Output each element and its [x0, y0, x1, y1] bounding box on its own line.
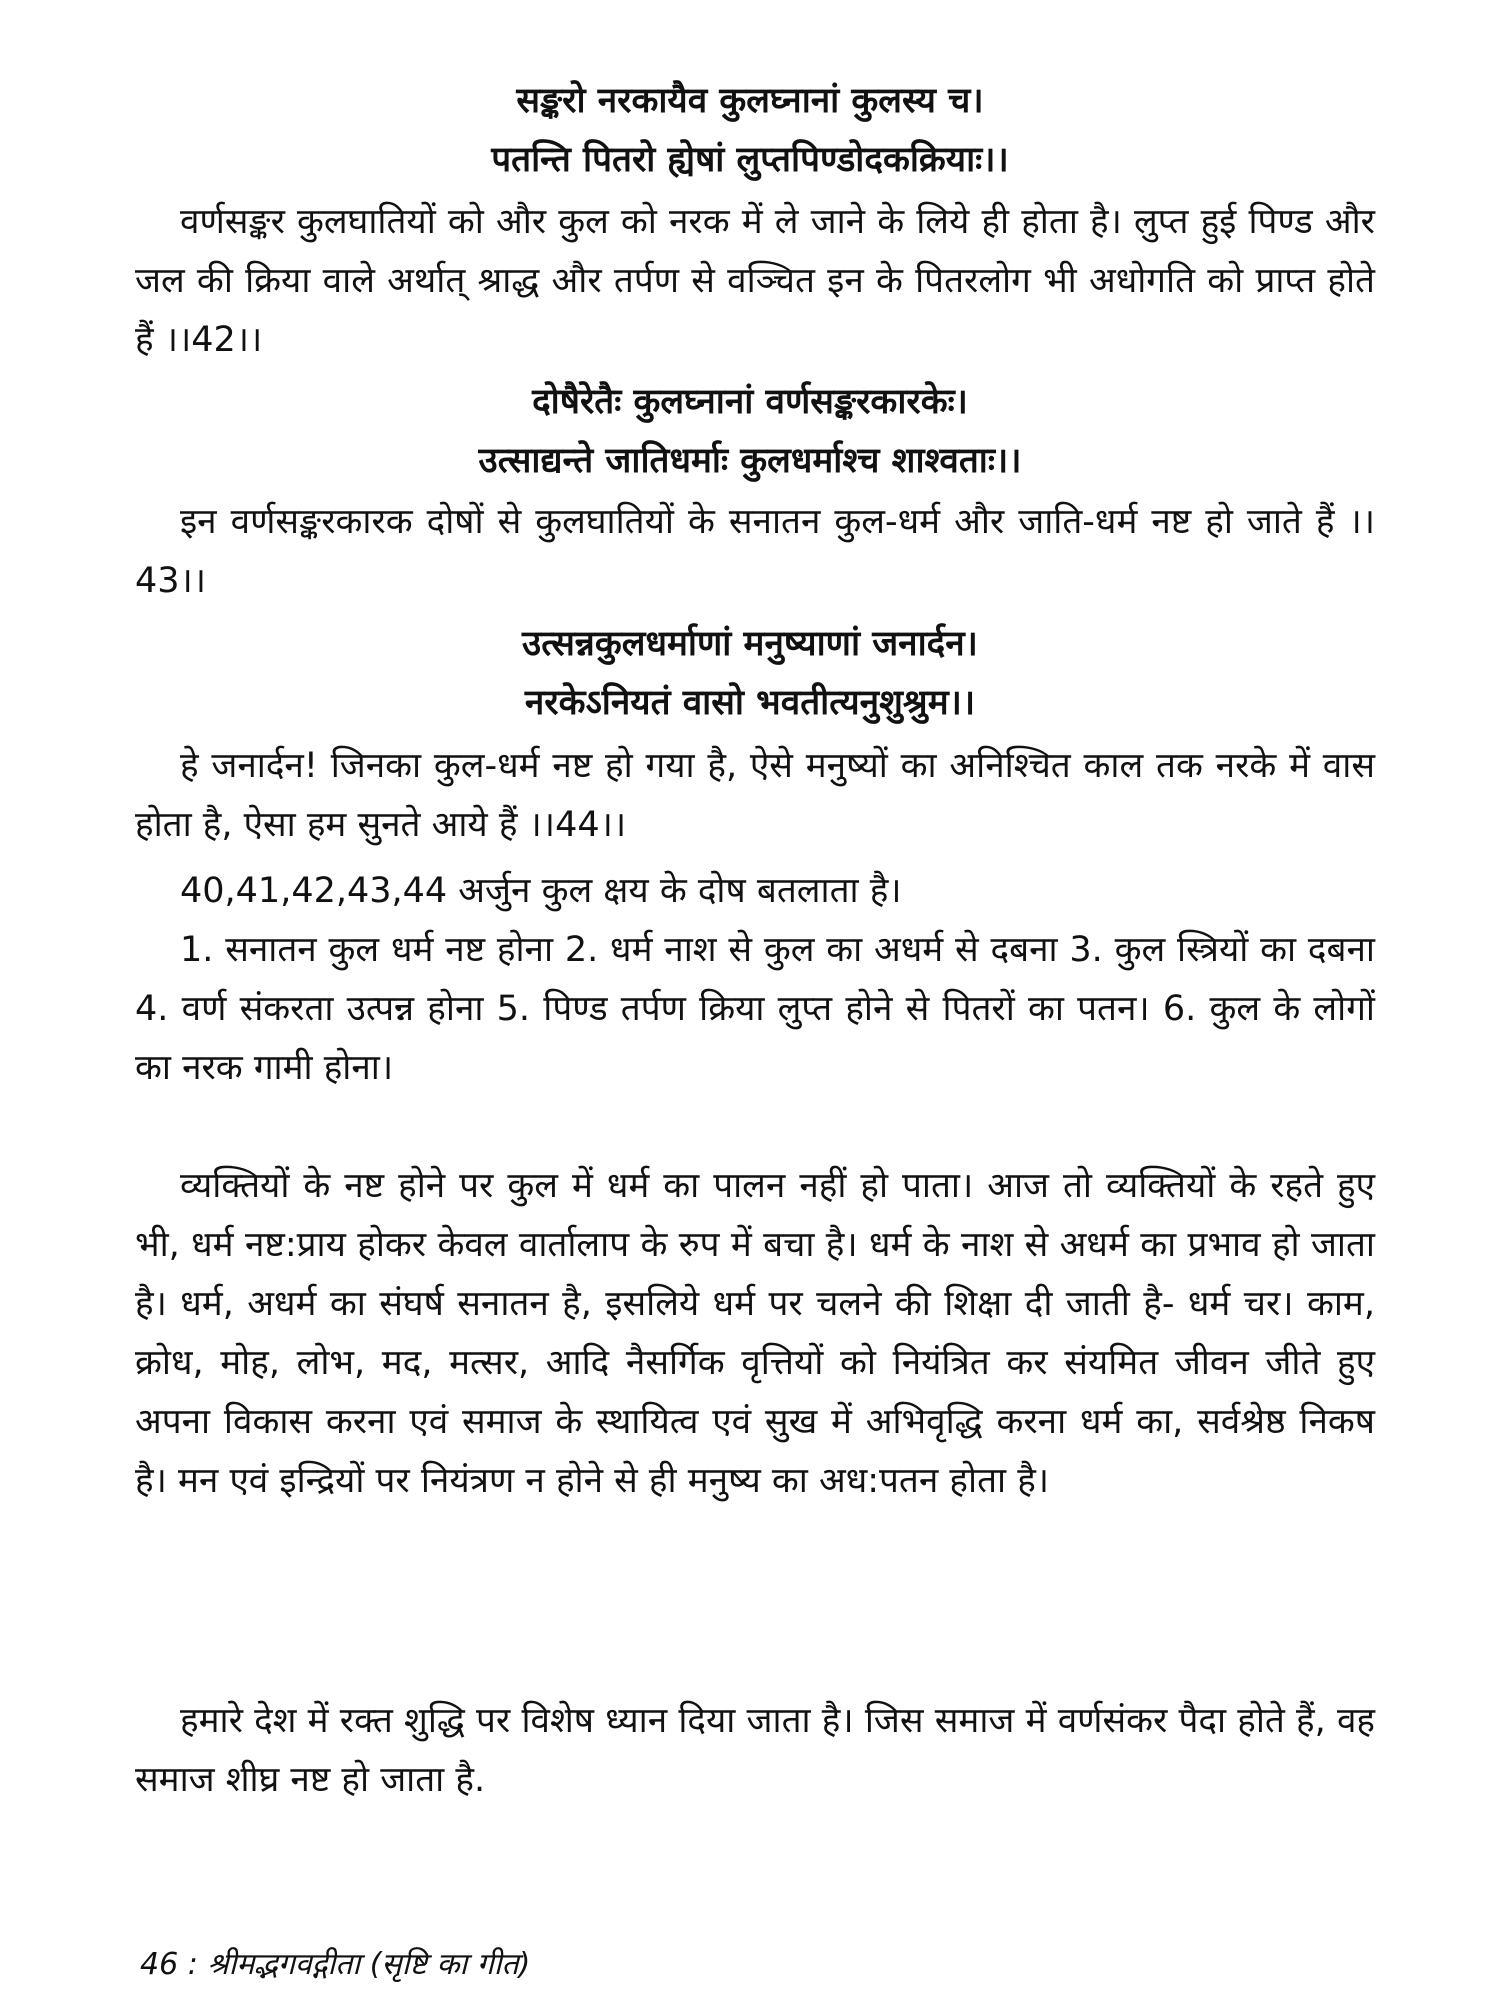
translation-43: इन वर्णसङ्करकारक दोषों से कुलघातियों के सनातन कुल-धर्म और जाति-धर्म नष्ट हो जाते हैं ।।43।। — [135, 502, 1375, 601]
commentary-paragraph-2: हमारे देश में रक्त शुद्धि पर विशेष ध्यान दिया जाता है। जिस समाज में वर्णसंकर पैदा होते हैं, वह समाज शीघ्र नष्ट हो जाता है. — [135, 1701, 1375, 1800]
commentary-summary: 40,41,42,43,44 अर्जुन कुल क्षय के दोष बतलाता है। — [180, 871, 902, 911]
commentary-list: 1. सनातन कुल धर्म नष्ट होना 2. धर्म नाश से कुल का अधर्म से दबना 3. कुल स्त्रियों का दबना 4. वर्ण संकरता उत्पन्न होना 5. पिण्ड तर्पण क्रिया लुप्त होने से पितरों का पतन। 6. कुल के लोगों का नरक गामी होना। — [135, 930, 1375, 1088]
verse-42-line-2: पतन्ति पितरो ह्येषां लुप्तपिण्डोदकक्रियाः।। — [491, 139, 1009, 180]
commentary-paragraph-1: व्यक्तियों के नष्ट होने पर कुल में धर्म का पालन नहीं हो पाता। आज तो व्यक्तियों के रहते हुए भी, धर्म नष्ट:प्राय होकर केवल वार्तालाप के रुप में बचा है। धर्म के नाश से अधर्म का प्रभाव हो जाता है। धर्म, अधर्म का संघर्ष सनातन है, इसलिये धर्म पर चलने की शिक्षा दी जाती है- धर्म चर। काम, क्रोध, मोह, लोभ, मद, मत्सर, आदि नैसर्गिक वृत्तियों को नियंत्रित कर संयमित जीवन जीते हुए अपना विकास करना एवं समाज के स्थायित्व एवं सुख में अभिवृद्धि करना धर्म का, सर्वश्रेष्ठ निकष है। मन एवं इन्द्रियों पर नियंत्रण न होने से ही मनुष्य का अध:पतन होता है। — [135, 1166, 1375, 1501]
translation-44: हे जनार्दन! जिनका कुल-धर्म नष्ट हो गया है, ऐसे मनुष्यों का अनिश्चित काल तक नरके में वास होता है, ऐसा हम सुनते आये हैं ।।44।। — [135, 746, 1375, 845]
verse-43-line-1: दोषैरेतैः कुलघ्नानां वर्णसङ्करकारकेः। — [532, 381, 968, 422]
translation-42: वर्णसङ्कर कुलघातियों को और कुल को नरक में ले जाने के लिये ही होता है। लुप्त हुई पिण्ड और जल की क्रिया वाले अर्थात् श्राद्ध और तर्पण से वञ्चित इन के पितरलोग भी अधोगति को प्राप्त होते हैं ।।42।। — [135, 202, 1375, 360]
verse-42-line-1: सङ्करो नरकायैव कुलघ्नानां कुलस्य च। — [516, 80, 984, 121]
verse-44-line-1: उत्सन्नकुलधर्माणां मनुष्याणां जनार्दन। — [522, 623, 978, 664]
verse-43-line-2: उत्साद्यन्ते जातिधर्माः कुलधर्माश्च शाश्वताः।। — [478, 440, 1022, 481]
verse-44-line-2: नरकेऽनियतं वासो भवतीत्यनुशुश्रुम।। — [524, 682, 976, 723]
page-footer: 46 : श्रीमद्भगवद्गीता (सृष्टि का गीत) — [140, 1947, 531, 1982]
